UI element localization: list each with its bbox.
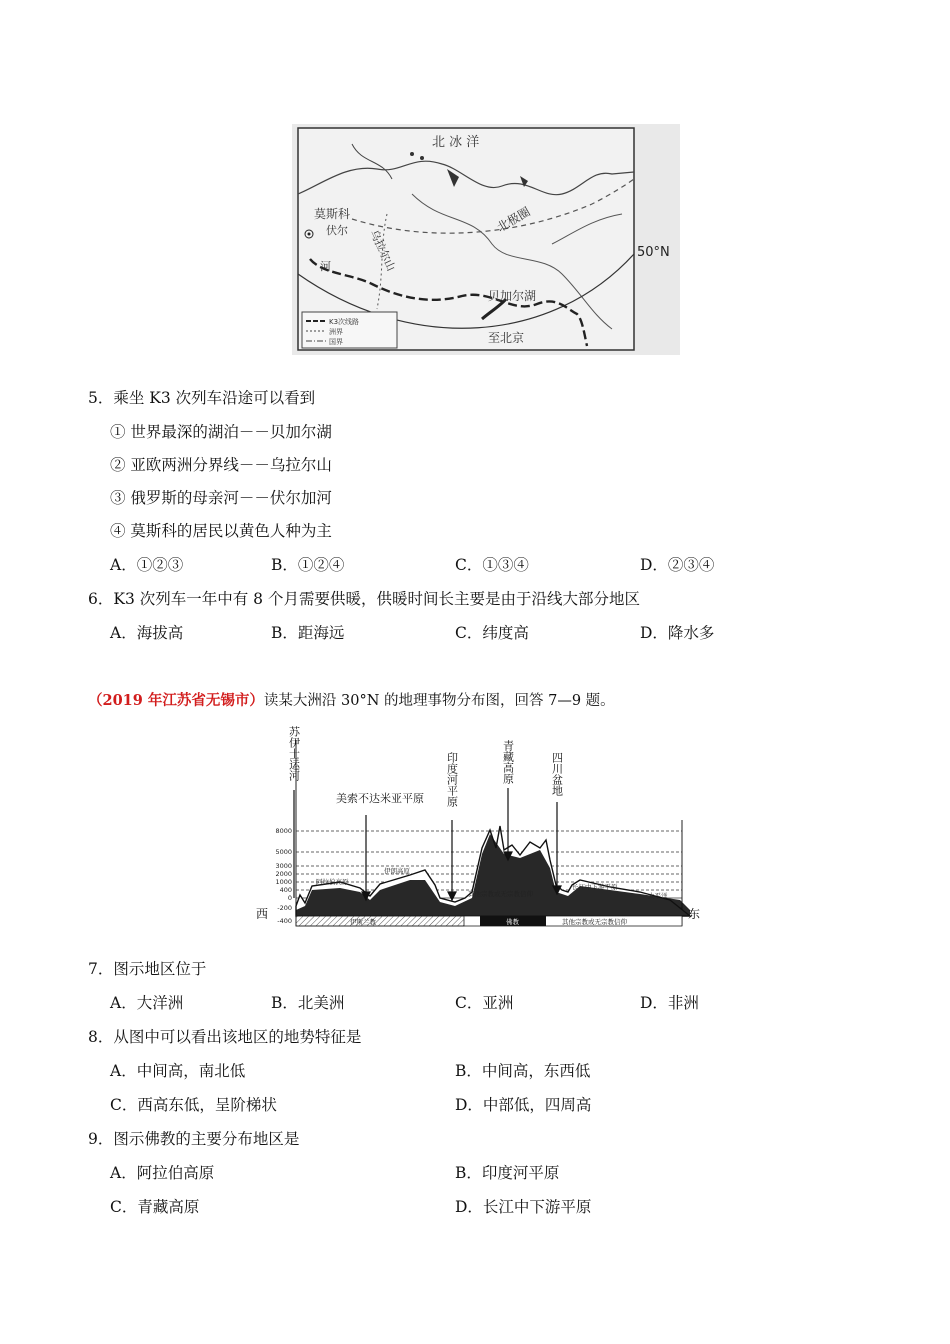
map-to-beijing-label: 至北京 — [488, 331, 525, 345]
label-sichuan: 四川盆地 — [550, 752, 564, 796]
source-tag: （2019 年江苏省无锡市） — [88, 692, 264, 709]
q5-option-a[interactable]: A．①②③ — [110, 556, 184, 574]
q5-option-d[interactable]: D．②③④ — [640, 556, 715, 574]
q6-stem: 6．K3 次列车一年中有 8 个月需要供暖，供暖时间长主要是由于沿线大部分地区 — [88, 590, 640, 608]
label-buddhism: 佛教 — [506, 918, 519, 926]
label-mesopotamia: 美索不达米亚平原 — [336, 792, 424, 805]
q7-stem: 7．图示地区位于 — [88, 960, 207, 978]
label-other-religion: 其他宗教或无宗教信仰 — [468, 890, 533, 898]
q7-option-b[interactable]: B．北美洲 — [271, 994, 345, 1012]
y-tick-400: 400 — [279, 886, 292, 894]
y-tick-3000: 3000 — [275, 862, 292, 870]
y-tick-1000: 1000 — [275, 878, 292, 886]
q6-option-c[interactable]: C．纬度高 — [455, 624, 529, 642]
map-volga-fragment: 河 — [320, 260, 331, 273]
y-tick-neg400: -400 — [277, 917, 292, 925]
q9-option-b[interactable]: B．印度河平原 — [455, 1164, 560, 1182]
y-tick-0: 0 — [287, 894, 292, 902]
q9-option-a[interactable]: A．阿拉伯高原 — [110, 1164, 215, 1182]
map-legend-country: 国界 — [329, 338, 343, 346]
label-arabian: 阿拉伯高原 — [316, 878, 349, 886]
q5-item-1: ① 世界最深的湖泊－－贝加尔湖 — [110, 423, 332, 441]
label-east: 东 — [688, 907, 701, 921]
q8-option-d[interactable]: D．中部低，四周高 — [455, 1096, 592, 1114]
map-legend-k3: K3次线路 — [329, 318, 360, 326]
q5-option-b[interactable]: B．①②④ — [271, 556, 345, 574]
y-tick-neg200: -200 — [277, 904, 292, 912]
map-volga-label: 伏尔 — [326, 224, 348, 237]
q9-stem: 9．图示佛教的主要分布地区是 — [88, 1130, 300, 1148]
section-intro — [88, 689, 615, 710]
label-yangtze: 长江中下游平原 — [572, 883, 618, 891]
map-arctic-circle-label: 北极圈 — [494, 204, 533, 235]
k3-route-map — [292, 124, 680, 355]
q5-item-2: ② 亚欧两洲分界线－－乌拉尔山 — [110, 456, 332, 474]
map-lat-50-label: 50°N — [637, 245, 670, 260]
intro-text: 读某大洲沿 30°N 的地理事物分布图，回答 7—9 题。 — [263, 693, 615, 709]
y-tick-2000: 2000 — [275, 870, 292, 878]
q5-stem: 5．乘坐 K3 次列车沿途可以看到 — [88, 389, 316, 407]
y-tick-8000: 8000 — [275, 827, 292, 835]
q7-option-c[interactable]: C．亚洲 — [455, 994, 514, 1012]
label-suez: 苏伊士运河 — [287, 726, 301, 781]
map-ural-label: 乌拉尔山 — [367, 227, 398, 274]
y-tick-5000: 5000 — [275, 848, 292, 856]
q8-option-b[interactable]: B．中间高，东西低 — [455, 1062, 591, 1080]
q6-option-d[interactable]: D．降水多 — [640, 624, 715, 642]
q9-option-c[interactable]: C．青藏高原 — [110, 1198, 200, 1216]
q8-option-a[interactable]: A．中间高，南北低 — [110, 1062, 246, 1080]
label-indus: 印度河平原 — [445, 752, 459, 807]
label-pacific: 太平洋 — [648, 892, 668, 900]
map-legend-continent: 洲界 — [329, 328, 343, 336]
label-west: 西 — [256, 907, 269, 921]
q8-stem: 8．从图中可以看出该地区的地势特征是 — [88, 1028, 362, 1046]
q7-option-a[interactable]: A．大洋洲 — [110, 994, 184, 1012]
q6-option-b[interactable]: B．距海远 — [271, 624, 345, 642]
label-tibet: 青藏高原 — [501, 740, 515, 784]
q6-option-a[interactable]: A．海拔高 — [110, 624, 184, 642]
q8-option-c[interactable]: C．西高东低，呈阶梯状 — [110, 1096, 277, 1114]
profile-30n-figure — [250, 720, 710, 932]
q5-item-4: ④ 莫斯科的居民以黄色人种为主 — [110, 522, 332, 540]
map-baikal-label: 贝加尔湖 — [488, 289, 537, 303]
map-moscow-label: 莫斯科 — [314, 207, 351, 221]
label-other-religion-east: 其他宗教或无宗教信仰 — [562, 918, 627, 926]
map-ocean-label: 北 冰 洋 — [432, 135, 480, 150]
k3-route-map-drawing — [292, 124, 680, 355]
label-islam: 伊斯兰教 — [350, 918, 376, 926]
q9-option-d[interactable]: D．长江中下游平原 — [455, 1198, 592, 1216]
q7-option-d[interactable]: D．非洲 — [640, 994, 699, 1012]
q5-item-3: ③ 俄罗斯的母亲河－－伏尔加河 — [110, 489, 332, 507]
profile-30n-drawing — [250, 720, 710, 932]
q5-option-c[interactable]: C．①③④ — [455, 556, 529, 574]
label-iran: 伊朗高原 — [384, 867, 410, 875]
